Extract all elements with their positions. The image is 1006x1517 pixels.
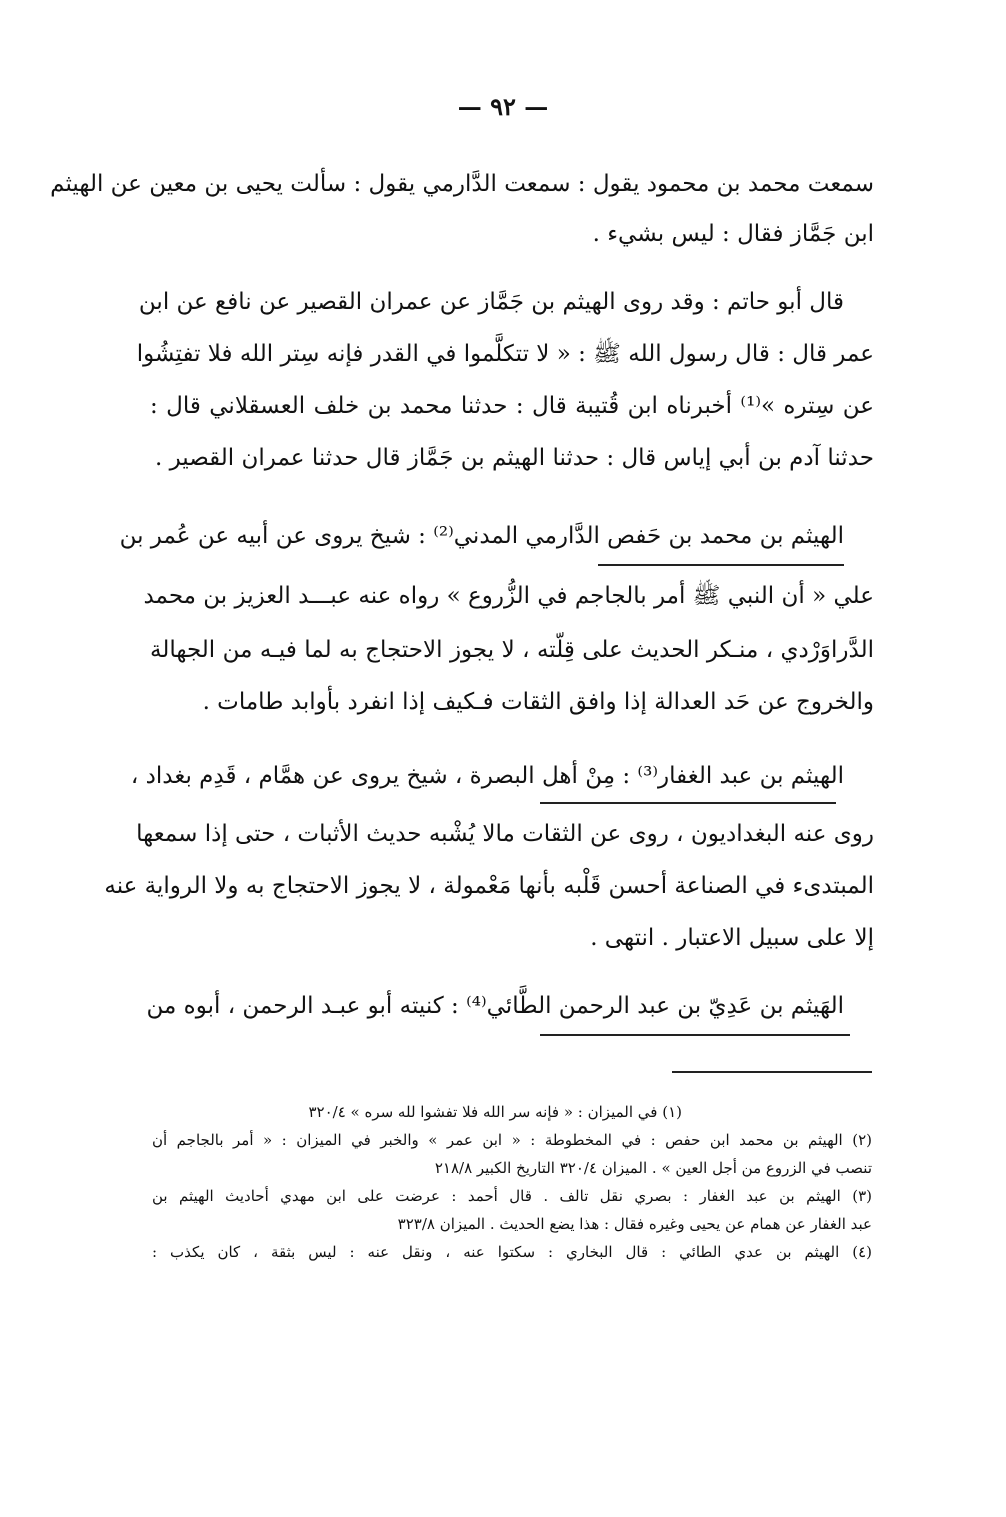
heading-underline — [540, 1034, 850, 1036]
text-line: عمر قال : قال رسول الله ﷺ : « لا تتكلَّموا في القدر فإنه سِتر الله فلا تفتِشُوا — [136, 341, 874, 367]
footnote-line: (٢) الهيثم بن محمد ابن حفص : في المخطوطة : « ابن عمر » والخبر في الميزان : « أمر بالجاجم أن — [152, 1131, 872, 1149]
text-line: حدثنا آدم بن أبي إياس قال : حدثنا الهيثم بن جَمَّاز قال حدثنا عمران القصير . — [154, 445, 874, 471]
entry-heading-line: الهيثم بن عبد الغفار⁽³⁾ : مِنْ أهل البصرة ، شيخ يروى عن همَّام ، قَدِم بغداد ، — [130, 763, 844, 789]
footnote-line: عبد الغفار عن همام عن يحيى وغيره فقال : هذا يضع الحديث . الميزان ٣٢٣/٨ — [397, 1215, 872, 1233]
footnote-line: (١) في الميزان : « فإنه سر الله فلا تفشوا لله سره » ٣٢٠/٤ — [308, 1103, 682, 1121]
text-line: المبتدىء في الصناعة أحسن قَلْبه بأنها مَعْمولة ، لا يجوز الاحتجاج به ولا الرواية عنه — [104, 873, 874, 899]
entry-heading-line: الهَيثم بن عَدِيّ بن عبد الرحمن الطَّائي⁽⁴⁾ : كنيته أبو عبـد الرحمن ، أبوه من — [146, 993, 844, 1019]
page-number: — ٩٢ — — [457, 92, 549, 121]
text-line: علي « أن النبي ﷺ أمر بالجاجم في الزُّروع » رواه عنه عبـــد العزيز بن محمد — [143, 583, 874, 609]
heading-underline — [598, 564, 844, 566]
entry-heading-line: الهيثم بن محمد بن حَفص الدَّارمي المدني⁽²⁾ : شيخ يروى عن أبيه عن عُمر بن — [119, 523, 844, 549]
text-line: والخروج عن حَد العدالة إذا وافق الثقات فـكيف إذا انفرد بأوابد طامات . — [202, 689, 874, 715]
footnote-separator — [672, 1071, 872, 1073]
text-line: عن سِتره »⁽¹⁾ أخبرناه ابن قُتيبة قال : حدثنا محمد بن خلف العسقلاني قال : — [150, 393, 874, 419]
heading-underline — [540, 802, 836, 804]
text-line: روى عنه البغداديون ، روى عن الثقات مالا يُشْبه حديث الأثبات ، حتى إذا سمعها — [136, 821, 874, 847]
text-line: إلا على سبيل الاعتبار . انتهى . — [590, 925, 874, 951]
footnote-line: تنصب في الزروع من أجل العين » . الميزان ٣٢٠/٤ التاريخ الكبير ٢١٨/٨ — [434, 1159, 872, 1177]
text-line: الدَّراوَرْدي ، منـكر الحديث على قِلّته ، لا يجوز الاحتجاج به لما فيـه من الجهالة — [150, 637, 874, 663]
text-line: ابن جَمَّاز فقال : ليس بشيء . — [592, 221, 874, 247]
text-line: قال أبو حاتم : وقد روى الهيثم بن جَمَّاز عن عمران القصير عن نافع عن ابن — [138, 289, 844, 315]
footnote-line: (٤) الهيثم بن عدي الطائي : قال البخاري : سكتوا عنه ، ونقل عنه : ليس بثقة ، كان يكذب : — [152, 1243, 872, 1261]
text-line: سمعت محمد بن محمود يقول : سمعت الدَّارمي يقول : سألت يحيى بن معين عن الهيثم — [50, 171, 874, 197]
footnote-line: (٣) الهيثم بن عبد الغفار : بصري نقل تالف . قال أحمد : عرضت على ابن مهدي أحاديث الهيثم بن — [152, 1187, 872, 1205]
